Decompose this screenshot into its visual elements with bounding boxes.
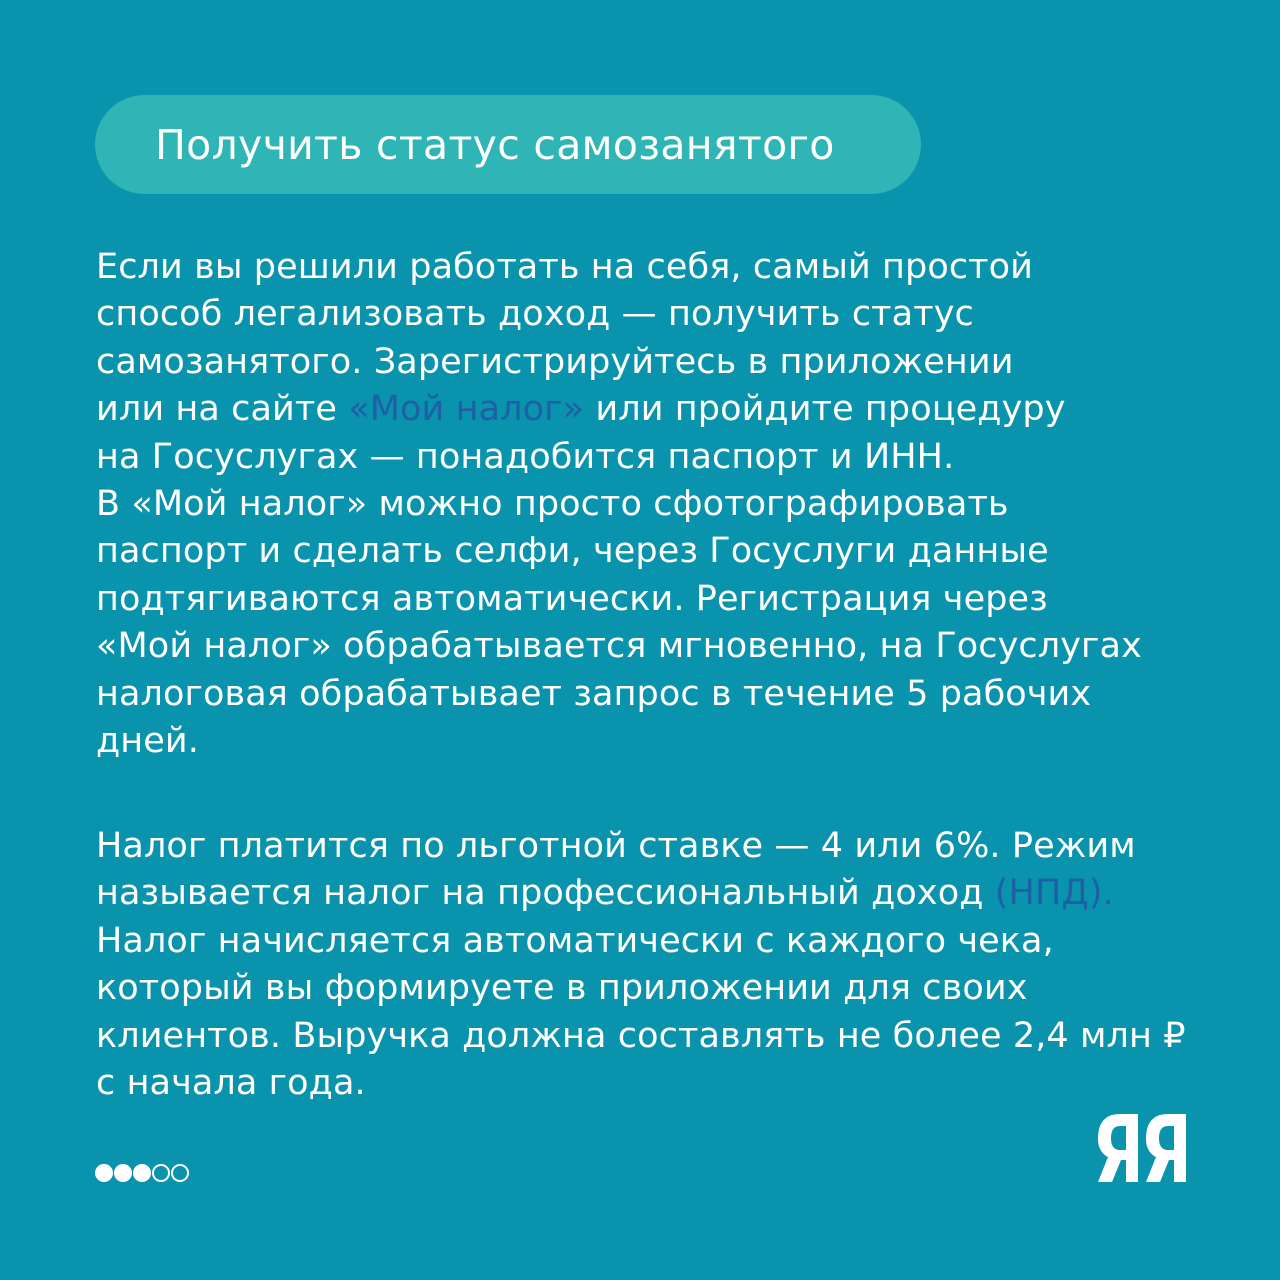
text-line: дней. — [96, 721, 199, 762]
text-line: В «Мой налог» можно просто сфотографировать — [96, 484, 1009, 525]
pager-dot-filled — [133, 1164, 151, 1182]
npd-link[interactable]: (НПД). — [994, 873, 1114, 914]
paragraph-tax — [96, 823, 1226, 1107]
text-line: Если вы решили работать на себя, самый простой — [96, 247, 1034, 287]
text-line: Налог платится по льготной ставке — 4 или 6%. Режим — [96, 826, 1136, 866]
text-line: который вы формируете в приложении для своих — [96, 968, 1028, 1009]
pager-dot-filled — [95, 1164, 113, 1182]
text-fragment: или пройдите процедуру — [584, 389, 1066, 430]
text-line: самозанятого. Зарегистрируйтесь в приложении — [96, 341, 1014, 382]
text-line: паспорт и сделать селфи, через Госуслуги данные — [96, 531, 1049, 572]
moy-nalog-link[interactable]: «Мой налог» — [348, 389, 585, 430]
pager-dot-filled — [114, 1164, 132, 1182]
paragraph-registration — [96, 244, 1226, 765]
page-title: Получить статус самозанятого — [155, 120, 835, 169]
text-line: с начала года. — [96, 1063, 366, 1104]
pager-dot-empty — [152, 1164, 170, 1182]
text-line: налоговая обрабатывает запрос в течение 5 рабочих — [96, 673, 1092, 714]
text-line-with-link — [96, 870, 1226, 917]
text-line: «Мой налог» обрабатывается мгновенно, на Госуслугах — [96, 626, 1142, 667]
text-line-with-link — [96, 386, 1226, 433]
text-line: способ легализовать доход — получить статус — [96, 294, 974, 335]
text-fragment: называется налог на профессиональный доход — [96, 873, 995, 914]
text-line: на Госуслугах — понадобится паспорт и ИНН. — [96, 436, 955, 477]
title-pill — [95, 95, 921, 194]
text-line: клиентов. Выручка должна составлять не более 2,4 млн ₽ — [96, 1015, 1186, 1056]
text-fragment: или на сайте — [96, 389, 349, 430]
pager-dot-empty — [171, 1164, 189, 1182]
slide-pager — [95, 1164, 189, 1182]
text-line: подтягиваются автоматически. Регистрация через — [96, 578, 1048, 619]
text-line: Налог начисляется автоматически с каждого чека, — [96, 920, 1054, 961]
double-ya-logo-icon — [1096, 1110, 1188, 1186]
